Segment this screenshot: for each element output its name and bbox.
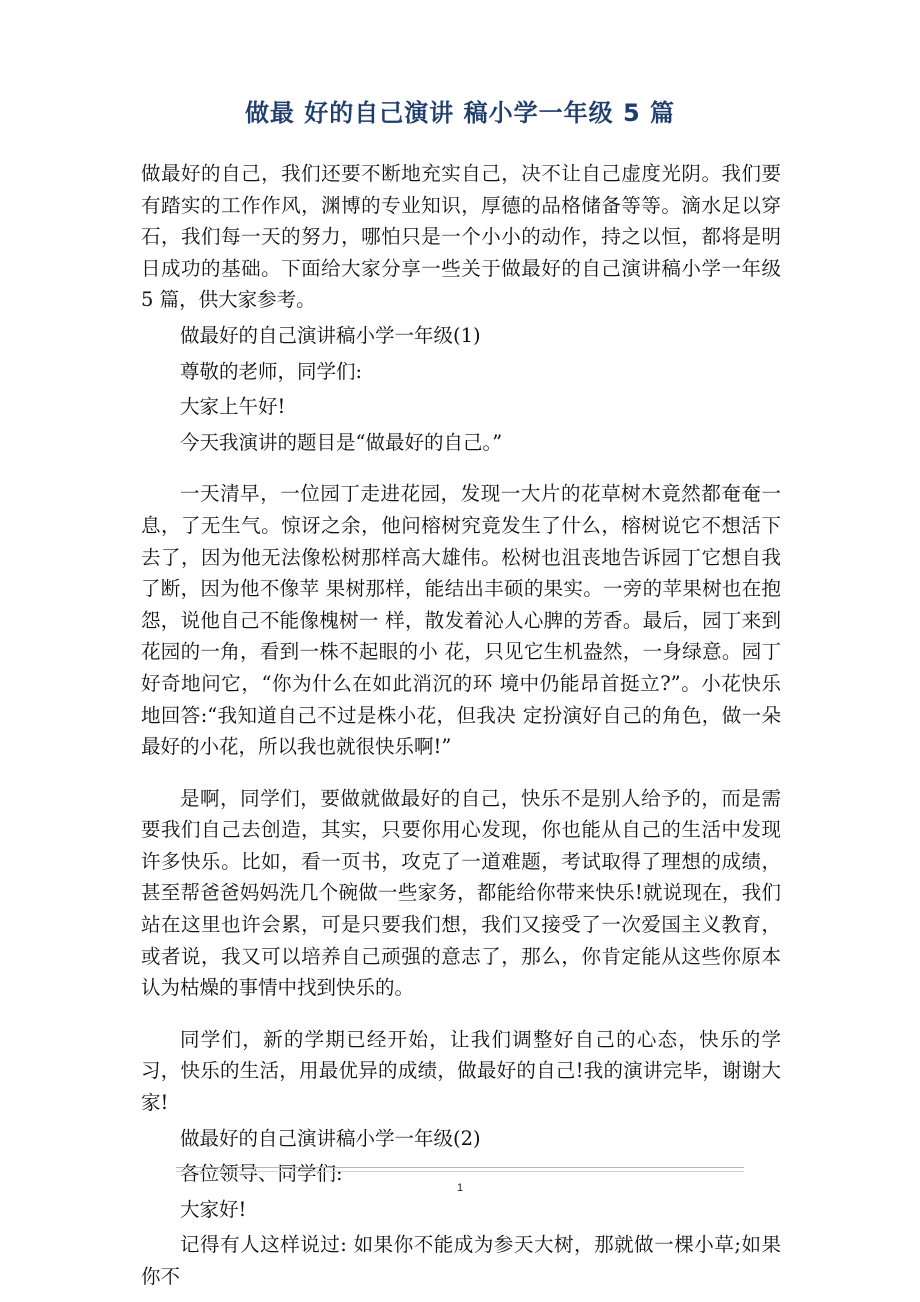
section2-greeting: 大家好! [180, 1197, 247, 1221]
section1-reflection: 是啊，同学们，要做就做最好的自己，快乐不是别人给予的，而是需要我们自己去创造，其实，只要你用心发现，你也能从自己的生活中发现许多快乐。比如，看一页书，攻克了一道难题，考试取得了理想的成绩，甚至帮爸爸妈妈洗几个碗做一些家务，都能给你带来快乐!就说现在，我们站在这里也许会累，可是只要我们想，我们又接受了一次爱国主义教育，或者说，我又可以培养自己顽强的意志了，那么，你肯定能从这些你原本认为枯燥的事情中找到快乐的。 [141, 786, 781, 1000]
section1-greeting: 大家上午好! [180, 395, 286, 419]
page-number: 1 [456, 1182, 464, 1194]
section1-topic: 今天我演讲的题目是“做最好的自己。” [180, 430, 503, 454]
section2-salutation: 各位领导、同学们: [180, 1162, 343, 1186]
intro-paragraph: 做最好的自己，我们还要不断地充实自己，决不让自己虚度光阴。我们要有踏实的工作作风，渊博的专业知识，厚德的品格储备等等。滴水足以穿石，我们每一天的努力，哪怕只是一个小小的动作，持之以恒，都将是明日成功的基础。下面给大家分享一些关于做最好的自己演讲稿小学一年级 5 篇，供大家参考。 [141, 162, 781, 312]
footer-divider [176, 1167, 744, 1172]
section2-opening: 记得有人这样说过: 如果你不能成为参天大树，那就做一棵小草;如果你不 [141, 1233, 781, 1288]
document-body [141, 158, 781, 1293]
section1-closing: 同学们，新的学期已经开始，让我们调整好自己的心态，快乐的学习，快乐的生活，用最优异的成绩，做最好的自己!我的演讲完毕，谢谢大家! [141, 1027, 781, 1115]
document-title: 做最 好的自己演讲 稿小学一年级 5 篇 [244, 99, 676, 127]
section1-salutation: 尊敬的老师，同学们: [180, 359, 363, 383]
section2-heading: 做最好的自己演讲稿小学一年级(2) [180, 1126, 481, 1150]
section1-heading: 做最好的自己演讲稿小学一年级(1) [180, 323, 481, 347]
section1-story: 一天清早，一位园丁走进花园，发现一大片的花草树木竟然都奄奄一息，了无生气。惊讶之余，他问榕树究竟发生了什么，榕树说它不想活下去了，因为他无法像松树那样高大雄伟。松树也沮丧地告诉园丁它想自我了断，因为他不像苹 果树那样，能结出丰硕的果实。一旁的苹果树也在抱怨，说他自己不能像槐树一 样，散发着沁人心脾的芳香。最后，园丁来到花园的一角，看到一株不起眼的小 花，只见它生机盎然，一身绿意。园丁好奇地问它，“你为什么在如此消沉的环 境中仍能昂首挺立?”。小花快乐地回答:“我知道自己不过是株小花，但我决 定扮演好自己的角色，做一朵最好的小花，所以我也就很快乐啊!” [141, 482, 781, 759]
